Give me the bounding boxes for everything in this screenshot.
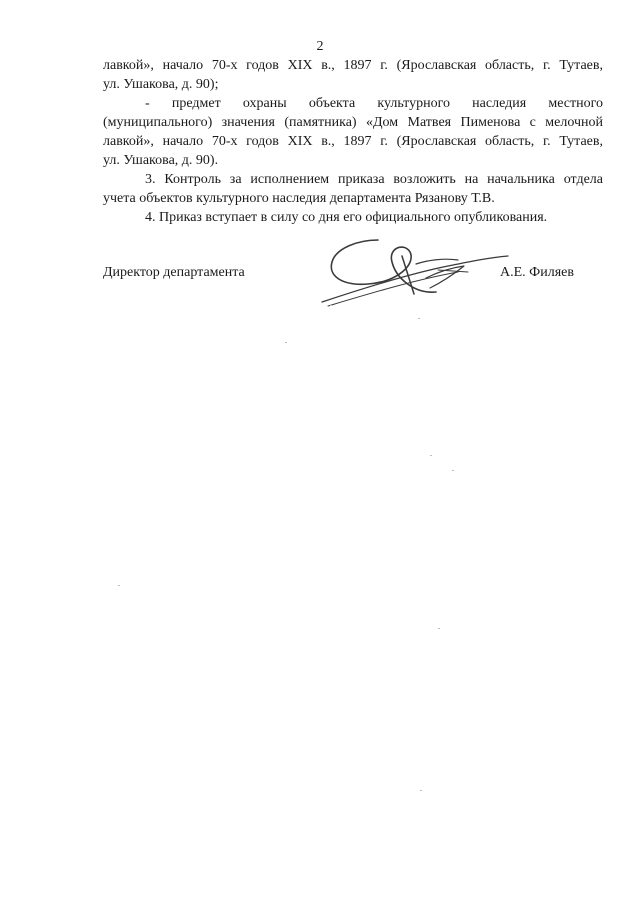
- text-line: лавкой», начало 70-х годов XIX в., 1897 г. (Ярославская область, г. Тутаев,: [103, 134, 603, 149]
- signer-title: Директор департамента: [103, 265, 245, 280]
- document-body: [103, 56, 603, 227]
- text-line: лавкой», начало 70-х годов XIX в., 1897 г. (Ярославская область, г. Тутаев,: [103, 58, 603, 73]
- paragraph-control: [103, 170, 603, 208]
- text-line: ул. Ушакова, д. 90).: [103, 153, 219, 168]
- paragraph-effective-date: [103, 208, 603, 227]
- page-number: 2: [316, 39, 324, 54]
- text-line: (муниципального) значения (памятника) «Дом Матвея Пименова с мелочной: [103, 115, 603, 130]
- signer-name: А.Е. Филяев: [500, 265, 574, 280]
- text-line: учета объектов культурного наследия департамента Рязанову Т.В.: [103, 191, 495, 206]
- text-line: 3. Контроль за исполнением приказа возложить на начальника отдела: [145, 172, 603, 187]
- text-line: ул. Ушакова, д. 90);: [103, 77, 219, 92]
- text-line: 4. Приказ вступает в силу со дня его официального опубликования.: [145, 210, 548, 225]
- handwritten-signature: [318, 234, 518, 310]
- paragraph-protection-subject: [103, 94, 603, 170]
- paragraph-continuation: [103, 56, 603, 94]
- text-line: - предмет охраны объекта культурного наследия местного: [145, 96, 603, 111]
